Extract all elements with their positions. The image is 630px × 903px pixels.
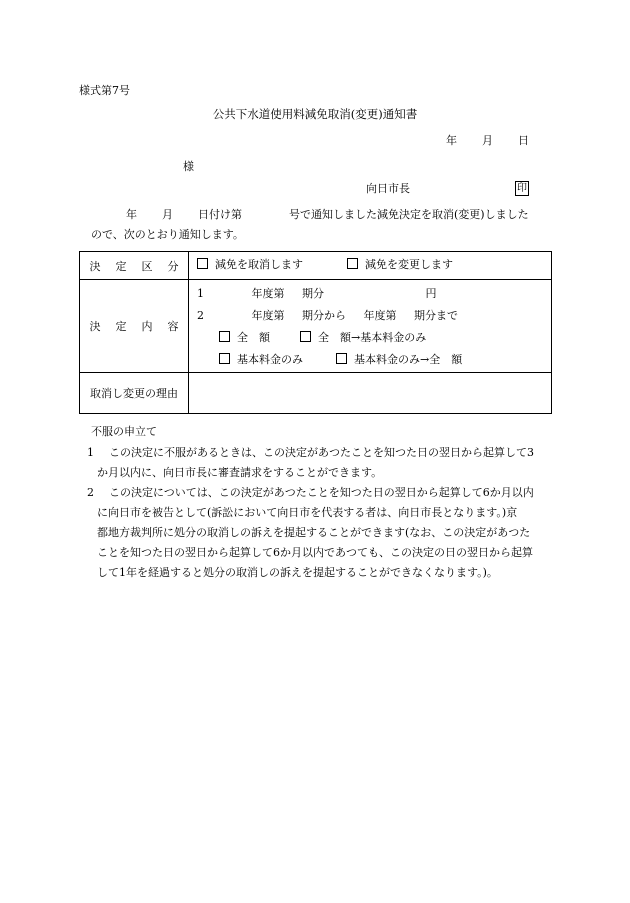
intro-rest: 号で通知しました減免決定を取消(変更)しました	[289, 208, 529, 221]
content-line-2: 2 年度第 期分から 年度第 期分まで	[197, 309, 458, 322]
cancel-option-label: 減免を取消します	[215, 258, 303, 271]
basic-to-full-label: 基本料金のみ→全 額	[354, 353, 463, 366]
intro-month: 月	[162, 208, 173, 221]
issuer-name: 向日市長	[366, 182, 410, 195]
date-year: 年	[446, 134, 457, 147]
form-number: 様式第7号	[79, 84, 130, 97]
reason-field[interactable]	[189, 373, 552, 414]
reason-head: 取消し変更の理由	[80, 373, 189, 414]
date-month: 月	[482, 134, 493, 147]
change-checkbox[interactable]	[347, 258, 358, 269]
basic-only-checkbox[interactable]	[219, 353, 230, 364]
intro-line-1	[126, 208, 529, 222]
decision-type-head: 決定区分	[80, 252, 189, 280]
objection-title: 不服の申立て	[91, 425, 157, 438]
full-amount-label: 全 額	[237, 331, 270, 344]
full-to-basic-checkbox[interactable]	[300, 331, 311, 342]
decision-table	[79, 251, 552, 414]
basic-only-label: 基本料金のみ	[237, 353, 303, 366]
intro-line-2: ので、次のとおり通知します。	[91, 228, 244, 241]
table-row	[80, 252, 552, 280]
intro-year: 年	[126, 208, 137, 221]
objection-item-2: 2 この決定については、この決定があつたことを知つた日の翌日から起算して6か月以内 に向日市を被告として(訴訟において向日市を代表する者は、向日市長となります。)京 都地方裁判所に処分の取消しの訴えを提起することができます(なお、この決定があつた ことを知つた日の翌日から起算して6か月以内であつても、この決定の日の翌日から起算 して1年を経過すると処分の取消しの訴えを提起することができなくなります。)。	[87, 486, 534, 579]
addressee: 様	[183, 160, 194, 173]
change-option-label: 減免を変更します	[365, 258, 453, 271]
table-row	[80, 373, 552, 414]
objection-item-1: 1 この決定に不服があるときは、この決定があつたことを知つた日の翌日から起算して3 か月以内に、向日市長に審査請求をすることができます。	[87, 446, 534, 479]
basic-to-full-checkbox[interactable]	[336, 353, 347, 364]
intro-dated-no: 日付け第	[198, 208, 242, 221]
decision-content-head: 決定内容	[80, 280, 189, 373]
seal-mark: 印	[517, 183, 527, 194]
cancel-checkbox[interactable]	[197, 258, 208, 269]
decision-content-cell	[189, 280, 552, 373]
full-amount-checkbox[interactable]	[219, 331, 230, 342]
decision-type-cell	[189, 252, 552, 280]
document-title: 公共下水道使用料減免取消(変更)通知書	[212, 107, 418, 121]
date-day: 日	[518, 134, 529, 147]
full-to-basic-label: 全 額→基本料金のみ	[318, 331, 427, 344]
issue-date	[446, 134, 529, 148]
content-line-1: 1 年度第 期分 円	[197, 287, 437, 300]
table-row	[80, 280, 552, 373]
